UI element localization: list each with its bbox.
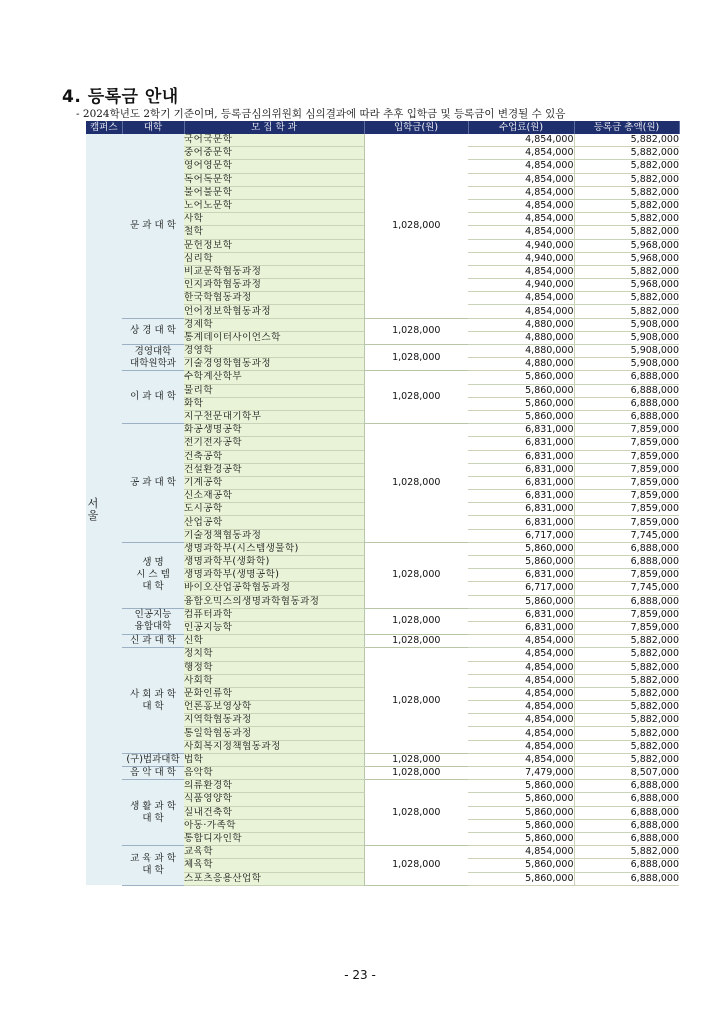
table-row [86,134,679,147]
tuition-cell: 5,860,000 [468,410,574,423]
department-cell: 철학 [184,226,364,239]
department-cell: 기술정책협동과정 [184,529,364,542]
tuition-cell: 4,880,000 [468,345,574,358]
total-fee-cell: 7,859,000 [574,437,679,450]
tuition-cell: 4,880,000 [468,318,574,331]
table-row [86,542,679,555]
total-fee-cell: 5,908,000 [574,331,679,344]
total-fee-cell: 5,882,000 [574,674,679,687]
department-cell: 중어중문학 [184,147,364,160]
department-cell: 생명과학부(생명공학) [184,569,364,582]
table-row [86,371,679,384]
table-row [86,648,679,661]
department-cell: 국어국문학 [184,134,364,147]
tuition-cell: 6,831,000 [468,424,574,437]
admission-fee-cell: 1,028,000 [364,542,468,608]
department-cell: 인공지능학 [184,621,364,634]
total-fee-cell: 5,968,000 [574,239,679,252]
department-cell: 실내건축학 [184,806,364,819]
page-number: - 23 - [344,968,376,982]
total-fee-cell: 7,859,000 [574,490,679,503]
total-fee-cell: 5,882,000 [574,714,679,727]
department-cell: 음악학 [184,767,364,780]
tuition-cell: 5,860,000 [468,397,574,410]
department-cell: 신소재공학 [184,490,364,503]
total-fee-cell: 6,888,000 [574,371,679,384]
tuition-note: - 2024학년도 2학기 기준이며, 등록금심의위원회 심의결과에 따라 추후 입학금 및 등록금이 변경될 수 있음 [76,108,566,120]
tuition-cell: 7,479,000 [468,767,574,780]
admission-fee-cell: 1,028,000 [364,780,468,846]
table-row [86,345,679,358]
total-fee-cell: 6,888,000 [574,780,679,793]
department-cell: 통계데이터사이언스학 [184,331,364,344]
department-cell: 사학 [184,213,364,226]
tuition-cell: 4,854,000 [468,648,574,661]
total-fee-cell: 5,882,000 [574,173,679,186]
department-cell: 언어정보학협동과정 [184,305,364,318]
tuition-cell: 6,831,000 [468,569,574,582]
table-row [86,318,679,331]
tuition-cell: 6,831,000 [468,476,574,489]
total-fee-cell: 6,888,000 [574,793,679,806]
tuition-cell: 4,854,000 [468,846,574,859]
tuition-cell: 4,854,000 [468,213,574,226]
total-fee-cell: 5,882,000 [574,147,679,160]
table-header-row [86,121,679,134]
tuition-cell: 4,854,000 [468,687,574,700]
total-fee-cell: 5,882,000 [574,213,679,226]
header-total: 등록금 총액(원) [574,121,679,134]
department-cell: 컴퓨터과학 [184,608,364,621]
tuition-table [86,121,680,886]
tuition-cell: 4,854,000 [468,727,574,740]
college-cell: 이 과 대 학 [122,371,184,424]
college-cell: 음 악 대 학 [122,767,184,780]
college-cell: 문 과 대 학 [122,134,184,318]
department-cell: 사회학 [184,674,364,687]
total-fee-cell: 7,745,000 [574,582,679,595]
total-fee-cell: 5,882,000 [574,846,679,859]
department-cell: 아동·가족학 [184,819,364,832]
total-fee-cell: 5,968,000 [574,252,679,265]
department-cell: 수학계산학부 [184,371,364,384]
total-fee-cell: 6,888,000 [574,595,679,608]
tuition-cell: 4,854,000 [468,199,574,212]
tuition-cell: 4,854,000 [468,753,574,766]
department-cell: 화학 [184,397,364,410]
department-cell: 기술경영학협동과정 [184,358,364,371]
tuition-cell: 5,860,000 [468,595,574,608]
admission-fee-cell: 1,028,000 [364,846,468,886]
department-cell: 통일학협동과정 [184,727,364,740]
college-cell: 경영대학 대학원학과 [122,345,184,371]
table-row [86,635,679,648]
tuition-cell: 4,854,000 [468,305,574,318]
department-cell: 법학 [184,753,364,766]
total-fee-cell: 5,882,000 [574,727,679,740]
tuition-cell: 6,831,000 [468,621,574,634]
department-cell: 전기전자공학 [184,437,364,450]
tuition-cell: 6,717,000 [468,582,574,595]
total-fee-cell: 6,888,000 [574,819,679,832]
total-fee-cell: 5,882,000 [574,292,679,305]
total-fee-cell: 6,888,000 [574,542,679,555]
department-cell: 경제학 [184,318,364,331]
department-cell: 독어독문학 [184,173,364,186]
total-fee-cell: 7,859,000 [574,450,679,463]
tuition-cell: 6,831,000 [468,463,574,476]
total-fee-cell: 7,859,000 [574,503,679,516]
tuition-cell: 4,854,000 [468,714,574,727]
section-heading: 4. 등록금 안내 [62,87,179,107]
college-cell: (구)법과대학 [122,753,184,766]
department-cell: 영어영문학 [184,160,364,173]
total-fee-cell: 5,882,000 [574,740,679,753]
department-cell: 융합오믹스의생명과학협동과정 [184,595,364,608]
department-cell: 도시공학 [184,503,364,516]
tuition-cell: 6,831,000 [468,490,574,503]
tuition-cell: 6,831,000 [468,450,574,463]
tuition-cell: 4,854,000 [468,173,574,186]
tuition-cell: 5,860,000 [468,793,574,806]
department-cell: 한국학협동과정 [184,292,364,305]
total-fee-cell: 5,882,000 [574,265,679,278]
department-cell: 신학 [184,635,364,648]
total-fee-cell: 7,859,000 [574,569,679,582]
total-fee-cell: 7,859,000 [574,608,679,621]
tuition-cell: 5,860,000 [468,384,574,397]
total-fee-cell: 6,888,000 [574,832,679,845]
total-fee-cell: 6,888,000 [574,410,679,423]
header-campus: 캠퍼스 [86,121,122,134]
tuition-cell: 6,831,000 [468,437,574,450]
admission-fee-cell: 1,028,000 [364,134,468,318]
tuition-cell: 5,860,000 [468,542,574,555]
total-fee-cell: 7,859,000 [574,463,679,476]
tuition-cell: 5,860,000 [468,806,574,819]
department-cell: 비교문학협동과정 [184,265,364,278]
department-cell: 건설환경공학 [184,463,364,476]
college-cell: 공 과 대 학 [122,424,184,543]
tuition-cell: 5,860,000 [468,859,574,872]
tuition-cell: 4,854,000 [468,701,574,714]
college-cell: 신 과 대 학 [122,635,184,648]
table-row [86,424,679,437]
total-fee-cell: 5,882,000 [574,186,679,199]
tuition-cell: 4,940,000 [468,239,574,252]
college-cell: 사 회 과 학 대 학 [122,648,184,754]
department-cell: 체육학 [184,859,364,872]
table-row [86,780,679,793]
admission-fee-cell: 1,028,000 [364,753,468,766]
total-fee-cell: 5,882,000 [574,635,679,648]
total-fee-cell: 5,908,000 [574,358,679,371]
college-cell: 상 경 대 학 [122,318,184,344]
tuition-cell: 4,854,000 [468,674,574,687]
admission-fee-cell: 1,028,000 [364,608,468,634]
department-cell: 문화인류학 [184,687,364,700]
total-fee-cell: 6,888,000 [574,556,679,569]
tuition-cell: 4,854,000 [468,740,574,753]
total-fee-cell: 5,882,000 [574,199,679,212]
total-fee-cell: 8,507,000 [574,767,679,780]
tuition-cell: 4,854,000 [468,292,574,305]
admission-fee-cell: 1,028,000 [364,371,468,424]
department-cell: 식품영양학 [184,793,364,806]
table-row [86,608,679,621]
campus-cell: 서울 [86,134,122,885]
total-fee-cell: 5,908,000 [574,345,679,358]
department-cell: 통합디자인학 [184,832,364,845]
college-cell: 생 활 과 학 대 학 [122,780,184,846]
table-row [86,846,679,859]
admission-fee-cell: 1,028,000 [364,318,468,344]
total-fee-cell: 7,859,000 [574,516,679,529]
department-cell: 인지과학협동과정 [184,279,364,292]
department-cell: 생명과학부(시스템생물학) [184,542,364,555]
department-cell: 지구천문대기학부 [184,410,364,423]
department-cell: 화공생명공학 [184,424,364,437]
department-cell: 문헌정보학 [184,239,364,252]
department-cell: 기계공학 [184,476,364,489]
tuition-cell: 5,860,000 [468,832,574,845]
tuition-cell: 5,860,000 [468,780,574,793]
college-cell: 교 육 과 학 대 학 [122,846,184,886]
tuition-cell: 6,831,000 [468,608,574,621]
admission-fee-cell: 1,028,000 [364,345,468,371]
total-fee-cell: 7,859,000 [574,621,679,634]
department-cell: 행정학 [184,661,364,674]
total-fee-cell: 5,882,000 [574,134,679,147]
total-fee-cell: 5,882,000 [574,687,679,700]
department-cell: 정치학 [184,648,364,661]
total-fee-cell: 6,888,000 [574,384,679,397]
admission-fee-cell: 1,028,000 [364,648,468,754]
tuition-cell: 5,860,000 [468,556,574,569]
department-cell: 불어불문학 [184,186,364,199]
total-fee-cell: 5,882,000 [574,753,679,766]
department-cell: 생명과학부(생화학) [184,556,364,569]
tuition-cell: 6,717,000 [468,529,574,542]
admission-fee-cell: 1,028,000 [364,635,468,648]
admission-fee-cell: 1,028,000 [364,767,468,780]
tuition-cell: 4,854,000 [468,635,574,648]
total-fee-cell: 7,859,000 [574,424,679,437]
total-fee-cell: 5,882,000 [574,226,679,239]
department-cell: 노어노문학 [184,199,364,212]
total-fee-cell: 7,745,000 [574,529,679,542]
header-department: 모 집 학 과 [184,121,364,134]
tuition-cell: 4,940,000 [468,279,574,292]
header-admission-fee: 입학금(원) [364,121,468,134]
tuition-cell: 5,860,000 [468,872,574,885]
header-tuition: 수업료(원) [468,121,574,134]
total-fee-cell: 5,968,000 [574,279,679,292]
tuition-cell: 4,880,000 [468,358,574,371]
department-cell: 물리학 [184,384,364,397]
header-college: 대학 [122,121,184,134]
tuition-cell: 4,940,000 [468,252,574,265]
total-fee-cell: 6,888,000 [574,872,679,885]
department-cell: 지역학협동과정 [184,714,364,727]
tuition-cell: 6,831,000 [468,503,574,516]
total-fee-cell: 6,888,000 [574,806,679,819]
tuition-cell: 4,854,000 [468,265,574,278]
department-cell: 언론홍보영상학 [184,701,364,714]
total-fee-cell: 5,882,000 [574,661,679,674]
college-cell: 인공지능 융합대학 [122,608,184,634]
tuition-cell: 4,854,000 [468,147,574,160]
department-cell: 바이오산업공학협동과정 [184,582,364,595]
department-cell: 사회복지정책협동과정 [184,740,364,753]
total-fee-cell: 5,908,000 [574,318,679,331]
table-row [86,753,679,766]
tuition-cell: 5,860,000 [468,371,574,384]
total-fee-cell: 5,882,000 [574,648,679,661]
admission-fee-cell: 1,028,000 [364,424,468,543]
tuition-cell: 5,860,000 [468,819,574,832]
total-fee-cell: 5,882,000 [574,305,679,318]
tuition-cell: 6,831,000 [468,516,574,529]
tuition-cell: 4,854,000 [468,134,574,147]
tuition-cell: 4,854,000 [468,160,574,173]
department-cell: 심리학 [184,252,364,265]
table-row [86,767,679,780]
department-cell: 스포츠응용산업학 [184,872,364,885]
tuition-cell: 4,854,000 [468,226,574,239]
department-cell: 의류환경학 [184,780,364,793]
department-cell: 경영학 [184,345,364,358]
department-cell: 교육학 [184,846,364,859]
tuition-cell: 4,880,000 [468,331,574,344]
total-fee-cell: 5,882,000 [574,701,679,714]
table-body [86,134,679,885]
college-cell: 생 명 시 스 템 대 학 [122,542,184,608]
total-fee-cell: 6,888,000 [574,859,679,872]
total-fee-cell: 5,882,000 [574,160,679,173]
tuition-cell: 4,854,000 [468,661,574,674]
tuition-cell: 4,854,000 [468,186,574,199]
department-cell: 산업공학 [184,516,364,529]
total-fee-cell: 7,859,000 [574,476,679,489]
department-cell: 건축공학 [184,450,364,463]
total-fee-cell: 6,888,000 [574,397,679,410]
